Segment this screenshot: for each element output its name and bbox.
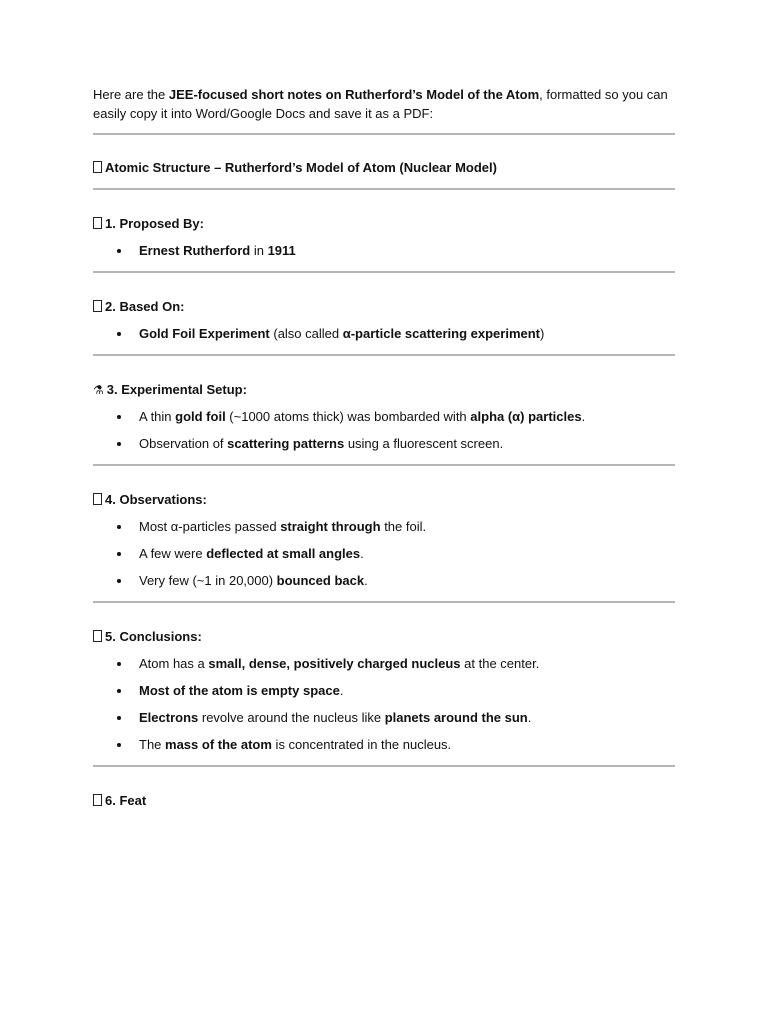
missing-glyph-icon xyxy=(93,217,102,229)
divider xyxy=(93,601,675,603)
list-item: A few were deflected at small angles. xyxy=(93,545,675,563)
list-item: The mass of the atom is concentrated in the nucleus. xyxy=(93,736,675,754)
bullet-list-observations xyxy=(93,518,675,590)
bullet-list-proposed xyxy=(93,242,675,260)
list-item: A thin gold foil (~1000 atoms thick) was bombarded with alpha (α) particles. xyxy=(93,408,675,426)
section-heading-features: 6. Feat xyxy=(93,792,675,810)
bullet-list-conclusions xyxy=(93,655,675,754)
intro-paragraph xyxy=(93,85,675,123)
intro-bold-text: JEE-focused short notes on Rutherford’s Model of the Atom xyxy=(168,87,540,102)
bullet-list-based xyxy=(93,325,675,343)
missing-glyph-icon xyxy=(93,630,102,642)
divider xyxy=(93,765,675,767)
intro-text-2: , formatted so you can easily copy it into Word/Google Docs and save it as a PDF: xyxy=(93,87,668,121)
section-heading-conclusions: 5. Conclusions: xyxy=(93,628,675,646)
list-item: Ernest Rutherford in 1911 xyxy=(93,242,675,260)
alembic-icon: ⚗ xyxy=(93,383,104,397)
document-title: Atomic Structure – Rutherford’s Model of Atom (Nuclear Model) xyxy=(93,159,675,177)
divider xyxy=(93,188,675,190)
missing-glyph-icon xyxy=(93,161,102,173)
list-item: Most of the atom is empty space. xyxy=(93,682,675,700)
document-page xyxy=(93,85,675,810)
intro-text-1: Here are the xyxy=(93,87,169,102)
list-item: Atom has a small, dense, positively charged nucleus at the center. xyxy=(93,655,675,673)
section-heading-setup: ⚗ 3. Experimental Setup: xyxy=(93,382,247,397)
divider xyxy=(93,133,675,135)
list-item: Most α-particles passed straight through the foil. xyxy=(93,518,675,536)
divider xyxy=(93,464,675,466)
list-item: Very few (~1 in 20,000) bounced back. xyxy=(93,572,675,590)
divider xyxy=(93,354,675,356)
missing-glyph-icon xyxy=(93,493,102,505)
missing-glyph-icon xyxy=(93,300,102,312)
divider xyxy=(93,271,675,273)
bullet-list-setup xyxy=(93,408,675,453)
section-heading-based: 2. Based On: xyxy=(93,298,675,316)
section-heading-proposed: 1. Proposed By: xyxy=(93,215,675,233)
section-heading-observations: 4. Observations: xyxy=(93,491,675,509)
list-item: Electrons revolve around the nucleus like planets around the sun. xyxy=(93,709,675,727)
list-item: Observation of scattering patterns using a fluorescent screen. xyxy=(93,435,675,453)
missing-glyph-icon xyxy=(93,794,102,806)
list-item: Gold Foil Experiment (also called α-particle scattering experiment) xyxy=(93,325,675,343)
